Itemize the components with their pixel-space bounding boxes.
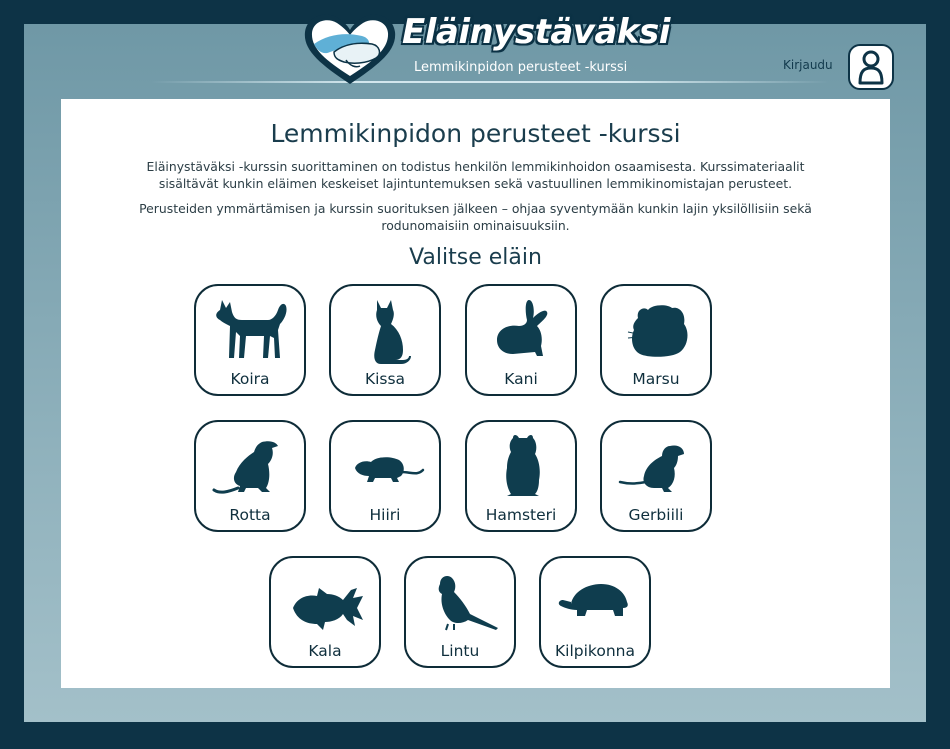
animal-card-gerbiili[interactable]: [600, 420, 712, 532]
animal-label: Kilpikonna: [555, 642, 635, 660]
animal-label: Kani: [504, 370, 538, 388]
animal-label: Hamsteri: [485, 506, 557, 524]
animal-card-rotta[interactable]: [194, 420, 306, 532]
animal-card-marsu[interactable]: [600, 284, 712, 396]
intro-paragraph-1: Eläinystäväksi -kurssin suorittaminen on todistus henkilön lemmikinhoidon osaamisesta. Kurssimateriaalit sisältävät kunkin eläimen keskeiset lajintuntemuksen sekä vastuullinen lemmikinomistajan perusteet.: [146, 159, 805, 191]
dog-icon: [212, 296, 292, 368]
animal-card-kissa[interactable]: [329, 284, 441, 396]
hamster-icon: [483, 432, 563, 504]
user-account-button[interactable]: [848, 44, 894, 90]
brand-subtitle: Lemmikinpidon perusteet -kurssi: [414, 60, 628, 75]
animal-card-kala[interactable]: [269, 556, 381, 668]
animal-card-kilpikonna[interactable]: [539, 556, 651, 668]
animal-label: Kissa: [364, 370, 406, 388]
page-title: Lemmikinpidon perusteet -kurssi: [270, 119, 681, 148]
rabbit-icon: [483, 296, 563, 368]
guinea-pig-icon: [618, 296, 698, 368]
animal-card-hiiri[interactable]: [329, 420, 441, 532]
animal-label: Hiiri: [369, 506, 401, 524]
animal-label: Marsu: [632, 370, 680, 388]
animal-label: Rotta: [229, 506, 271, 524]
section-title: Valitse eläin: [409, 245, 542, 270]
bird-icon: [422, 568, 502, 640]
animal-label: Gerbiili: [628, 506, 684, 524]
user-icon: [856, 49, 886, 85]
login-link[interactable]: Kirjaudu: [783, 58, 833, 72]
animal-label: Koira: [230, 370, 270, 388]
fish-icon: [287, 568, 367, 640]
main-content-panel: [61, 99, 890, 688]
animal-card-hamsteri[interactable]: [465, 420, 577, 532]
rat-icon: [212, 432, 292, 504]
cat-icon: [347, 296, 427, 368]
brand-logo[interactable]: [300, 8, 670, 88]
turtle-icon: [557, 568, 637, 640]
heart-hands-icon: [300, 8, 400, 88]
animal-label: Lintu: [440, 642, 480, 660]
animal-label: Kala: [308, 642, 342, 660]
animal-card-lintu[interactable]: [404, 556, 516, 668]
animal-card-kani[interactable]: [465, 284, 577, 396]
animal-card-koira[interactable]: [194, 284, 306, 396]
brand-name: Eläinystäväksi: [402, 12, 670, 52]
intro-paragraph-2: Perusteiden ymmärtämisen ja kurssin suorituksen jälkeen – ohjaa syventymään kunkin lajin yksilöllisiin sekä rodunomaisiin ominaisuuksiin.: [139, 201, 812, 233]
mouse-icon: [347, 432, 427, 504]
gerbil-icon: [618, 432, 698, 504]
